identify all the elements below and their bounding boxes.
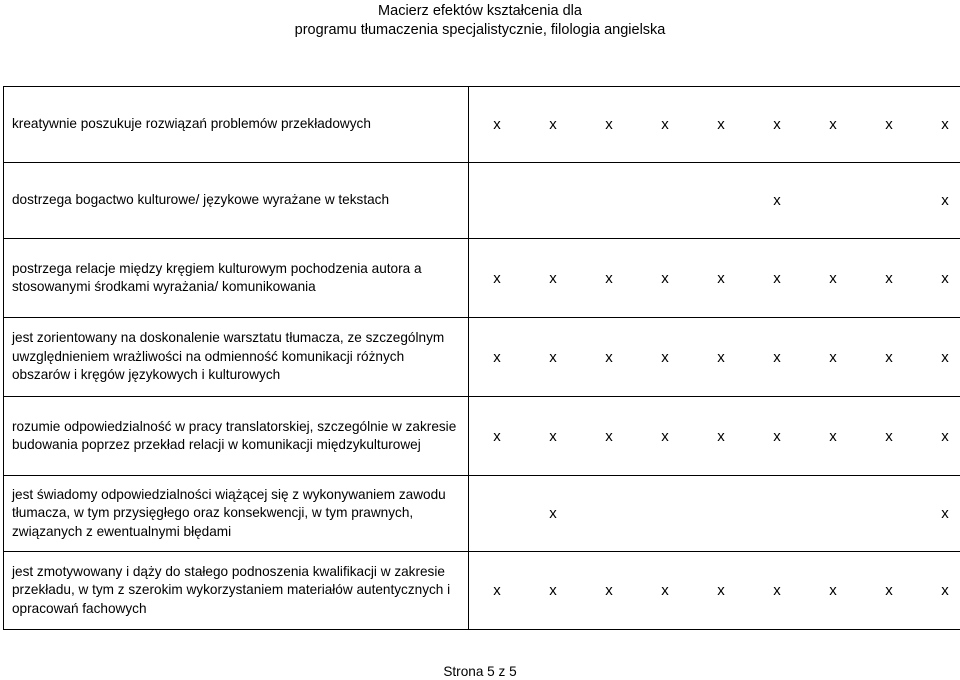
outcome-mark-cell: x xyxy=(525,476,581,552)
outcome-mark-cell: x xyxy=(693,87,749,163)
outcome-description: dostrzega bogactwo kulturowe/ językowe wyrażane w tekstach xyxy=(4,163,469,239)
outcome-mark-cell: x xyxy=(581,397,637,476)
outcome-mark-cell: x xyxy=(469,318,526,397)
outcome-mark-cell: x xyxy=(581,552,637,630)
matrix-row xyxy=(4,163,960,239)
outcome-mark-cell: x xyxy=(525,239,581,318)
outcome-description: jest zmotywowany i dąży do stałego podnoszenia kwalifikacji w zakresie przekładu, w tym z szerokim wykorzystaniem materiałów autentycznych i opracowań fachowych xyxy=(4,552,469,630)
matrix-row xyxy=(4,552,960,630)
outcome-mark-cell: x xyxy=(805,552,861,630)
outcome-mark-cell: x xyxy=(861,318,917,397)
outcome-mark-cell: x xyxy=(861,552,917,630)
outcome-mark-cell: x xyxy=(749,318,805,397)
outcome-mark-cell xyxy=(469,163,526,239)
page-number: Strona 5 z 5 xyxy=(443,664,517,679)
outcome-mark-cell: x xyxy=(749,87,805,163)
outcome-mark-cell: x xyxy=(581,87,637,163)
outcome-mark-cell: x xyxy=(861,87,917,163)
outcome-mark-cell: x xyxy=(861,397,917,476)
outcome-mark-cell: x xyxy=(749,552,805,630)
outcome-mark-cell: x xyxy=(525,87,581,163)
outcome-mark-cell: x xyxy=(525,318,581,397)
outcome-mark-cell: x xyxy=(749,163,805,239)
matrix-row xyxy=(4,476,960,552)
outcome-description: rozumie odpowiedzialność w pracy translatorskiej, szczególnie w zakresie budowania poprzez przekład relacji w komunikacji międzykulturowej xyxy=(4,397,469,476)
document-header xyxy=(0,2,960,40)
outcome-mark-cell xyxy=(693,163,749,239)
outcome-mark-cell: x xyxy=(581,239,637,318)
outcome-mark-cell: x xyxy=(637,239,693,318)
outcome-mark-cell: x xyxy=(693,239,749,318)
outcome-mark-cell xyxy=(805,163,861,239)
outcome-mark-cell xyxy=(749,476,805,552)
outcome-mark-cell: x xyxy=(693,397,749,476)
outcome-mark-cell: x xyxy=(469,552,526,630)
outcome-mark-cell xyxy=(693,476,749,552)
outcome-mark-cell xyxy=(637,476,693,552)
outcome-description: kreatywnie poszukuje rozwiązań problemów przekładowych xyxy=(4,87,469,163)
outcome-mark-cell: x xyxy=(917,397,960,476)
outcome-mark-cell: x xyxy=(693,552,749,630)
outcome-mark-cell: x xyxy=(861,239,917,318)
page-footer xyxy=(0,664,960,680)
outcome-mark-cell xyxy=(581,476,637,552)
outcome-description: jest świadomy odpowiedzialności wiążącej się z wykonywaniem zawodu tłumacza, w tym przysięgłego oraz konsekwencji, w tym prawnych, związanych z ewentualnymi błędami xyxy=(4,476,469,552)
outcome-description: postrzega relacje między kręgiem kulturowym pochodzenia autora a stosowanymi środkami wyrażania/ komunikowania xyxy=(4,239,469,318)
learning-outcomes-matrix xyxy=(3,86,960,630)
outcome-mark-cell: x xyxy=(637,87,693,163)
outcome-mark-cell xyxy=(581,163,637,239)
outcome-mark-cell: x xyxy=(637,397,693,476)
outcome-mark-cell: x xyxy=(917,552,960,630)
matrix-row xyxy=(4,318,960,397)
matrix-body xyxy=(4,87,960,630)
matrix-row xyxy=(4,397,960,476)
outcome-mark-cell: x xyxy=(805,318,861,397)
outcome-mark-cell xyxy=(525,163,581,239)
outcome-mark-cell: x xyxy=(637,552,693,630)
outcome-mark-cell: x xyxy=(917,239,960,318)
outcome-mark-cell: x xyxy=(917,163,960,239)
outcome-mark-cell: x xyxy=(469,397,526,476)
outcome-mark-cell: x xyxy=(693,318,749,397)
outcome-mark-cell xyxy=(469,476,526,552)
matrix-row xyxy=(4,239,960,318)
outcome-mark-cell: x xyxy=(917,476,960,552)
outcome-mark-cell: x xyxy=(749,397,805,476)
outcome-mark-cell xyxy=(805,476,861,552)
outcome-mark-cell: x xyxy=(805,397,861,476)
outcome-mark-cell xyxy=(861,163,917,239)
outcome-mark-cell: x xyxy=(581,318,637,397)
outcome-mark-cell: x xyxy=(917,87,960,163)
header-title-line-2: programu tłumaczenia specjalistycznie, filologia angielska xyxy=(294,22,666,38)
outcome-mark-cell: x xyxy=(469,239,526,318)
outcome-description: jest zorientowany na doskonalenie warsztatu tłumacza, ze szczególnym uwzględnieniem wrażliwości na odmienność komunikacji różnych obszarów i kręgów językowych i kulturowych xyxy=(4,318,469,397)
matrix-row xyxy=(4,87,960,163)
outcome-mark-cell xyxy=(861,476,917,552)
outcome-mark-cell: x xyxy=(525,397,581,476)
outcome-mark-cell: x xyxy=(469,87,526,163)
outcome-mark-cell: x xyxy=(917,318,960,397)
outcome-mark-cell: x xyxy=(525,552,581,630)
outcome-mark-cell: x xyxy=(805,239,861,318)
outcome-mark-cell: x xyxy=(637,318,693,397)
outcome-mark-cell: x xyxy=(805,87,861,163)
header-title-line-1: Macierz efektów kształcenia dla xyxy=(378,3,582,19)
outcome-mark-cell xyxy=(637,163,693,239)
outcome-mark-cell: x xyxy=(749,239,805,318)
